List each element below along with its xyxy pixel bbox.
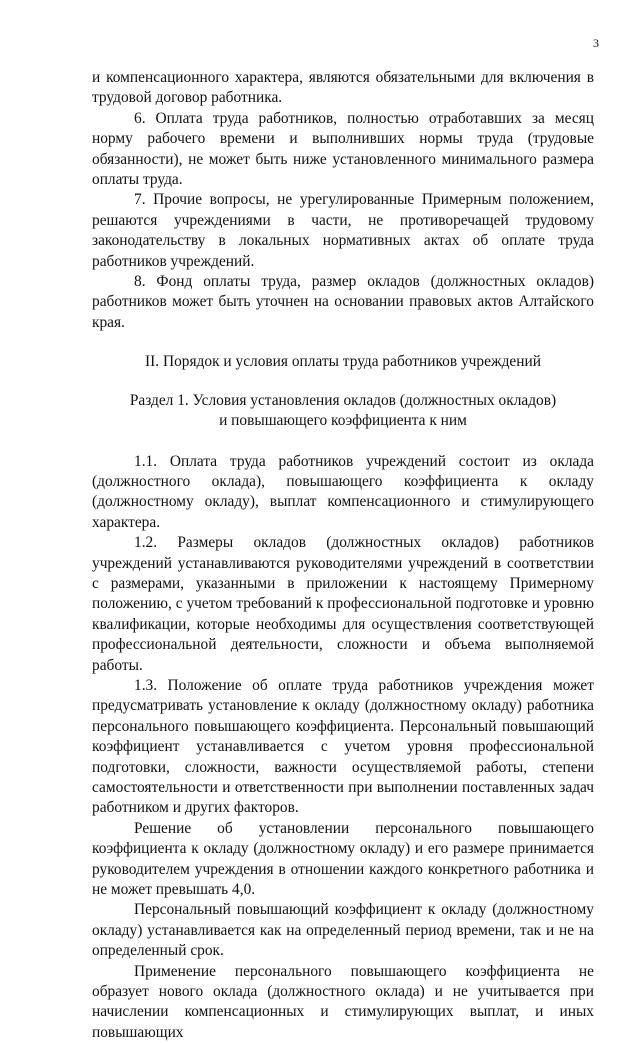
paragraph-item-1-3: 1.3. Положение об оплате труда работников учреждения может предусматривать установление к окладу (должностному окладу) работника персонального повышающего коэффициента. Персональный повышающий коэффициент устанавливается с учетом уровня профессиональной подготовки, сложности, важности осуществляемой работы, степени самостоятельности и ответственности при выполнении поставленных задач работником и других факторов. — [92, 676, 594, 817]
paragraph-item-1-1: 1.1. Оплата труда работников учреждений состоит из оклада (должностного оклада), повышающего коэффициента к окладу (должностному окладу), выплат компенсационного и стимулирующего характера. — [92, 452, 594, 531]
page-number: 3 — [593, 36, 599, 50]
document-body — [92, 68, 594, 1043]
paragraph-coefficient-decision: Решение об установлении персонального повышающего коэффициента к окладу (должностному окладу) и его размере принимается руководителем учреждения в отношении каждого конкретного работника и не может превышать 4,0. — [92, 819, 594, 899]
paragraph-item-6: 6. Оплата труда работников, полностью отработавших за месяц норму рабочего времени и выполнивших нормы труда (трудовые обязанности), не может быть ниже установленного минимального размера оплаты труда. — [92, 109, 594, 189]
subsection-heading-line-1: Раздел 1. Условия установления окладов (должностных окладов) — [129, 391, 557, 409]
paragraph-item-7: 7. Прочие вопросы, не урегулированные Примерным положением, решаются учреждениями в части, не противоречащей трудовому законодательству в локальных нормативных актах об оплате труда работников учреждений. — [92, 191, 594, 270]
paragraph-coefficient-period: Персональный повышающий коэффициент к окладу (должностному окладу) устанавливается как на определенный период времени, так и не на определенный срок. — [92, 901, 594, 960]
subsection-heading — [92, 391, 594, 432]
paragraph-item-8: 8. Фонд оплаты труда, размер окладов (должностных окладов) работников может быть уточнен на основании правовых актов Алтайского края. — [92, 273, 594, 331]
section-heading: II. Порядок и условия оплаты труда работников учреждений — [145, 353, 541, 371]
subsection-heading-line-2: и повышающего коэффициента к ним — [219, 412, 467, 430]
paragraph-coefficient-application: Применение персонального повышающего коэффициента не образует нового оклада (должностного оклада) и не учитывается при начислении компенсационных и стимулирующих выплат, и иных повышающих — [92, 962, 594, 1041]
paragraph-item-1-2: 1.2. Размеры окладов (должностных окладов) работников учреждений устанавливаются руководителями учреждений в соответствии с размерами, указанными в приложении к настоящему Примерному положению, с учетом требований к профессиональной подготовке и уровню квалификации, которые необходимы для осуществления соответствующей профессиональной деятельности, сложности и объема выполняемой работы. — [92, 534, 594, 674]
paragraph-continuation: и компенсационного характера, являются обязательными для включения в трудовой договор работника. — [92, 69, 594, 107]
